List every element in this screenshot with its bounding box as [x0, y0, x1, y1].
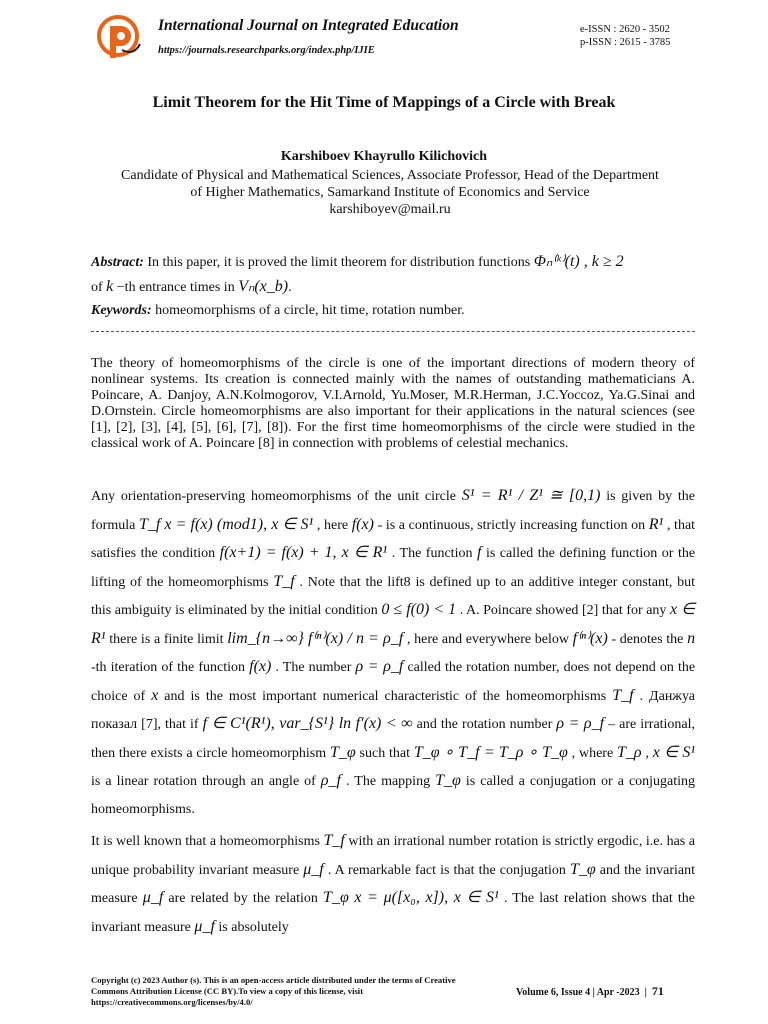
inline-formula: ρ = ρ_f — [355, 658, 404, 675]
page-number: 71 — [651, 984, 664, 998]
formula-phi: Φₙ⁽ᵏ⁾(t) , k ≥ 2 — [533, 253, 624, 270]
volume-issue: Volume 6, Issue 4 | Apr -2023 — [516, 987, 640, 998]
keywords-text: homeomorphisms of a circle, hit time, rotation number. — [155, 303, 465, 318]
abstract-text-a: In this paper, it is proved the limit theorem for distribution functions — [147, 255, 531, 270]
text-segment: , — [645, 745, 649, 761]
text-segment: are related by the relation — [168, 891, 318, 906]
section-divider — [91, 331, 695, 332]
body-paragraph-1 — [91, 482, 695, 823]
author-email[interactable]: karshiboyev@mail.ru — [329, 202, 451, 217]
inline-formula: ρ = ρ_f — [556, 715, 605, 732]
text-segment: . Note that the lift8 is defined up to an additive integer constant, but this ambiguity is eliminated by the initial condition — [91, 574, 695, 618]
text-segment: and the invariant measure — [91, 862, 696, 906]
volume-info — [516, 984, 664, 999]
inline-formula: f ∈ C¹(R¹), var_{S¹} ln f′(x) < ∞ — [202, 715, 413, 732]
inline-formula: T_ρ — [616, 743, 642, 761]
text-segment: with an irrational number rotation is strictly ergodic, i.e. has a unique probability invariant measure — [91, 834, 695, 878]
inline-formula: S¹ = R¹ / Z¹ ≅ [0,1) — [461, 487, 601, 504]
paper-title: Limit Theorem for the Hit Time of Mappings of a Circle with Break — [152, 94, 616, 111]
text-segment: -th iteration of the function — [91, 660, 246, 675]
journal-logo — [96, 14, 144, 64]
body-paragraph-2 — [91, 827, 695, 941]
text-segment: and is the most important numerical characteristic of the homeomorphisms — [164, 688, 607, 704]
text-segment: is called the defining function or the lifting of the homeomorphisms — [91, 546, 696, 590]
inline-formula: x ∈ S¹ — [652, 743, 696, 761]
inline-formula: R¹ — [648, 515, 664, 533]
text-segment: - denotes the — [611, 631, 684, 647]
text-segment: . The mapping — [346, 774, 431, 789]
text-segment: It is well known that a homeomorphisms — [91, 834, 320, 849]
abstract-text-b: of — [91, 280, 103, 295]
intro-paragraph: The theory of homeomorphisms of the circle is one of the important directions of modern theory of nonlinear systems. Its creation is connected mainly with the names of outstanding mathematicians A. Poincare, A. Danjoy, A.N.Kolmogorov, V.I.Arnold, Yu.Moser, M.R.Herman, J.C.Yoccoz, Ya.G.Sinai and D.Ornstein. Circle homeomorphisms are also important for their applications in the natural sciences (see [1], [2], [3], [4], [5], [6], [7], [8]). For the first time homeomorphisms of the circle were studied in the classical work of A. Poincare [8] in connection with problems of celestial mechanics. — [91, 356, 695, 451]
inline-formula: 0 ≤ f(0) < 1 — [381, 601, 457, 618]
affiliation-line-1: Candidate of Physical and Mathematical Sciences, Associate Professor, Head of the Department — [121, 168, 659, 183]
text-segment: . A. Poincare showed [2] that for any — [459, 603, 667, 618]
text-segment: called the rotation number, does not depend on the choice of — [91, 660, 696, 704]
inline-formula: μ_f — [303, 860, 324, 878]
inline-formula: f(x) — [351, 515, 374, 533]
inline-formula: lim_{n→∞} f⁽ⁿ⁾(x) / n = ρ_f — [227, 629, 404, 647]
inline-formula: T_f — [323, 832, 345, 849]
author-name: Karshiboev Khayrullo Kilichovich — [280, 149, 488, 164]
text-segment: . The function — [391, 546, 473, 561]
text-segment: - is a continuous, strictly increasing function on — [377, 517, 646, 533]
inline-formula: T_f — [612, 686, 634, 704]
inline-formula: n — [687, 629, 696, 647]
abstract — [91, 250, 699, 300]
formula-v: Vₙ(x_b) — [238, 278, 289, 295]
volume-separator: | — [644, 987, 647, 998]
inline-formula: T_φ x = μ([x₀, x]), x ∈ S¹ — [323, 889, 499, 906]
inline-formula: f⁽ⁿ⁾(x) — [572, 629, 608, 647]
abstract-end: . — [288, 280, 292, 295]
text-segment: . Данжуа показал [7], that if — [91, 688, 696, 732]
text-segment: , where — [571, 745, 614, 761]
text-segment: is absolutely — [218, 919, 289, 935]
text-segment: is a linear rotation through an angle of — [91, 774, 316, 789]
text-segment: , here and everywhere below — [406, 631, 569, 647]
inline-formula: f(x+1) = f(x) + 1, x ∈ R¹ — [219, 544, 388, 561]
inline-formula: T_φ ∘ T_f = T_ρ ∘ T_φ — [413, 743, 568, 761]
abstract-text-c: −th entrance times in — [116, 280, 235, 295]
formula-k: k — [106, 278, 114, 295]
keywords-label: Keywords: — [91, 303, 152, 318]
research-parks-logo-icon — [96, 14, 144, 64]
text-segment: , that satisfies the condition — [91, 517, 696, 561]
inline-formula: x ∈ R¹ — [91, 601, 696, 647]
text-segment: Any orientation-preserving homeomorphisms of the unit circle — [91, 489, 456, 504]
eissn: e-ISSN : 2620 - 3502 — [580, 24, 670, 35]
issn-block — [580, 23, 670, 49]
text-segment: is called a conjugation or a conjugating homeomorphisms. — [91, 774, 696, 817]
affiliation-line-2: of Higher Mathematics, Samarkand Institute of Economics and Service — [190, 185, 590, 200]
inline-formula: T_φ — [569, 860, 596, 878]
inline-formula: ρ_f — [320, 772, 341, 789]
inline-formula: μ_f — [194, 917, 215, 935]
inline-formula: f — [477, 544, 482, 561]
author-affiliation — [90, 167, 690, 218]
text-segment: . The last relation shows that the invariant measure — [91, 891, 695, 935]
text-segment: there is a finite limit — [109, 631, 224, 647]
body-text — [91, 482, 695, 945]
keywords — [91, 303, 699, 319]
text-segment: , here — [316, 517, 349, 533]
text-segment: is given by the formula — [91, 489, 696, 533]
text-segment: and the rotation number — [416, 717, 553, 732]
inline-formula: f(x) — [249, 658, 272, 675]
journal-url[interactable]: https://journals.researchparks.org/index.php/IJIE — [158, 45, 375, 56]
inline-formula: T_φ — [329, 743, 356, 761]
text-segment: – are irrational, then there exists a circle homeomorphism — [91, 717, 696, 761]
text-segment: . The number — [275, 660, 352, 675]
inline-formula: T_f — [273, 572, 295, 590]
inline-formula: x — [151, 686, 159, 704]
text-segment: . A remarkable fact is that the conjugation — [327, 862, 566, 878]
text-segment: such that — [359, 745, 410, 761]
pissn: p-ISSN : 2615 - 3785 — [580, 37, 671, 48]
inline-formula: T_f x = f(x) (mod1), x ∈ S¹ — [138, 515, 314, 533]
journal-name: International Journal on Integrated Education — [158, 17, 459, 34]
inline-formula: μ_f — [142, 889, 164, 906]
inline-formula: T_φ — [435, 772, 461, 789]
copyright-notice: Copyright (c) 2023 Author (s). This is an open-access article distributed under the terms of Creative Commons Attribution License (CC BY).To view a copy of this license, visit https://creativecommons.org/licenses/by/4.0/ — [91, 975, 456, 1007]
abstract-label: Abstract: — [91, 255, 144, 270]
